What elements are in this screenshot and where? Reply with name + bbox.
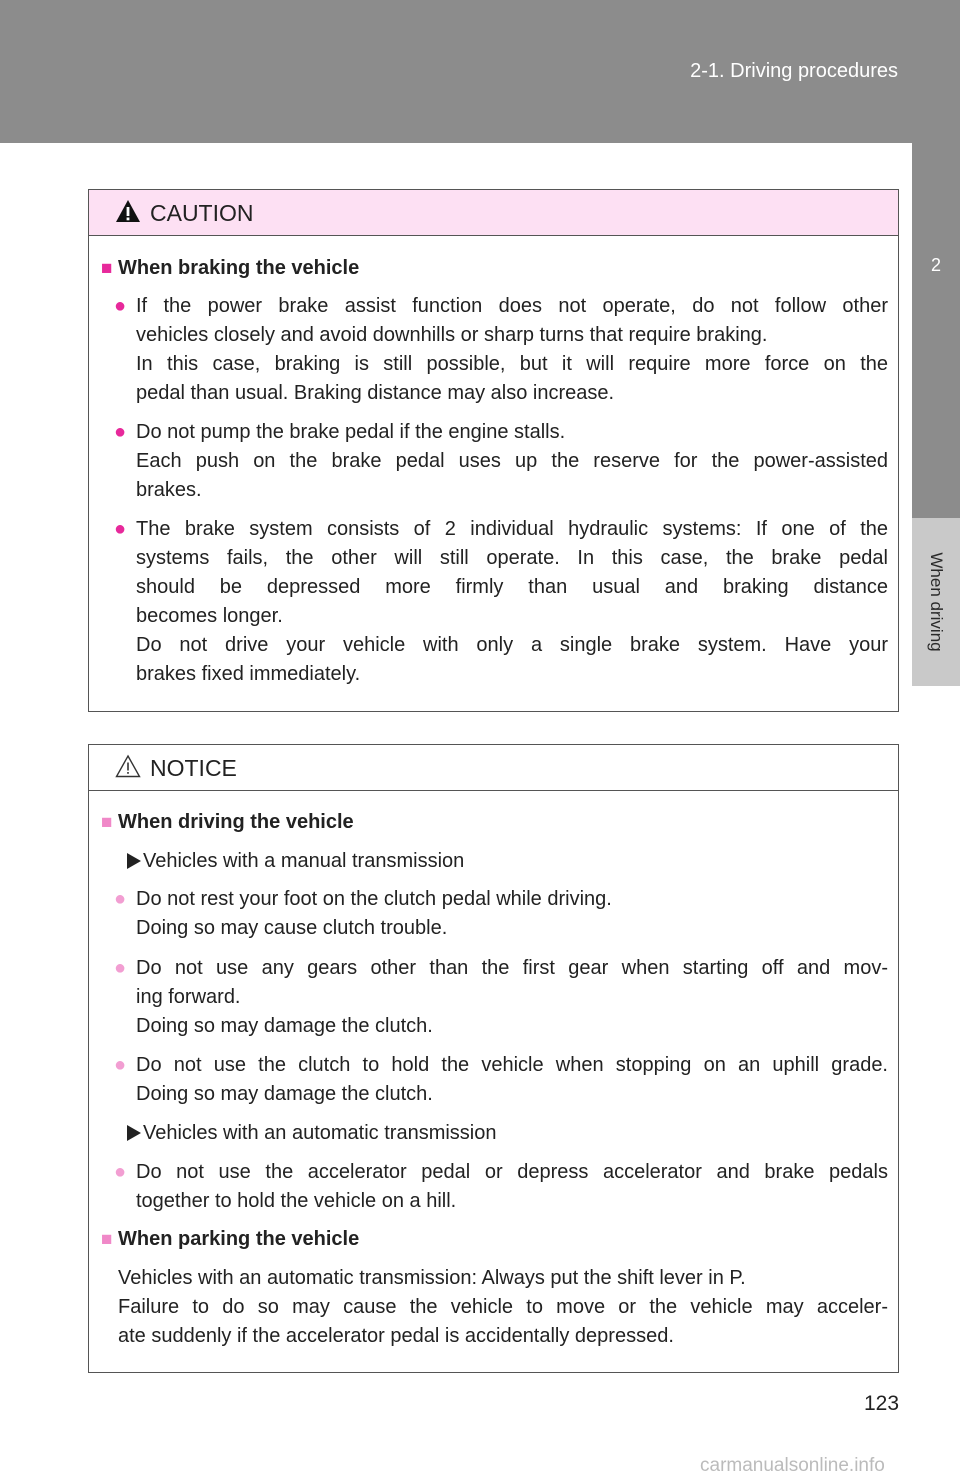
- chapter-tab: [912, 143, 960, 518]
- bullet-icon: ●: [114, 957, 127, 979]
- notice-line: Doing so may cause clutch trouble.: [136, 917, 448, 939]
- caution-line: brakes.: [136, 479, 202, 501]
- caution-line: pedal than usual. Braking distance may also increase.: [136, 382, 615, 404]
- caution-heading: ■ When braking the vehicle: [101, 257, 360, 279]
- arrow-right-icon: [127, 1125, 141, 1141]
- notice-heading-parking: ■ When parking the vehicle: [101, 1228, 360, 1250]
- caution-line: Each push on the brake pedal uses up the reserve for the power-assisted: [136, 450, 888, 472]
- notice-line: Failure to do so may cause the vehicle to move or the vehicle may acceler-: [118, 1296, 888, 1318]
- caution-line: systems fails, the other will still operate. In this case, the brake pedal: [136, 547, 888, 569]
- caution-line: vehicles closely and avoid downhills or sharp turns that require braking.: [136, 324, 768, 346]
- notice-line: Do not use any gears other than the first gear when starting off and mov-: [136, 957, 888, 979]
- notice-line: Do not use the clutch to hold the vehicle when stopping on an uphill grade.: [136, 1054, 888, 1076]
- warning-outline-icon: [115, 754, 141, 778]
- caution-line: brakes fixed immediately.: [136, 663, 361, 685]
- chapter-number: 2: [930, 255, 941, 275]
- caution-line: The brake system consists of 2 individual hydraulic systems: If one of the: [136, 518, 888, 540]
- caution-line: Do not pump the brake pedal if the engine stalls.: [136, 421, 566, 443]
- notice-title: NOTICE: [150, 755, 237, 781]
- page-header: [0, 0, 960, 143]
- notice-line: ate suddenly if the accelerator pedal is accidentally depressed.: [118, 1325, 674, 1347]
- caution-box: [88, 189, 899, 712]
- caution-line: If the power brake assist function does not operate, do not follow other: [136, 295, 888, 317]
- warning-icon: [115, 199, 141, 223]
- section-marker: ■: [101, 1229, 113, 1250]
- notice-line: Doing so may damage the clutch.: [136, 1015, 433, 1037]
- caution-line: Do not drive your vehicle with only a single brake system. Have your: [136, 634, 888, 656]
- bullet-icon: ●: [114, 518, 127, 540]
- caution-line: In this case, braking is still possible, but it will require more force on the: [136, 353, 888, 375]
- notice-line: Do not rest your foot on the clutch pedal while driving.: [136, 888, 612, 910]
- bullet-icon: ●: [114, 295, 127, 317]
- watermark: carmanualsonline.info: [700, 1455, 885, 1476]
- bullet-icon: ●: [114, 888, 127, 910]
- section-title: 2-1. Driving procedures: [690, 60, 898, 82]
- caution-header: [89, 190, 898, 236]
- page-number: 123: [864, 1392, 900, 1415]
- notice-line: ing forward.: [136, 986, 241, 1008]
- notice-line: Doing so may damage the clutch.: [136, 1083, 433, 1105]
- notice-box: [88, 744, 899, 1373]
- bullet-icon: ●: [114, 1161, 127, 1183]
- caution-line: becomes longer.: [136, 605, 283, 627]
- sub-heading-automatic: Vehicles with an automatic transmission: [127, 1119, 497, 1148]
- section-marker: ■: [101, 812, 113, 833]
- notice-line: Do not use the accelerator pedal or depress accelerator and brake pedals: [136, 1161, 888, 1183]
- section-marker: ■: [101, 258, 113, 279]
- caution-title: CAUTION: [150, 200, 254, 226]
- notice-heading-driving: ■ When driving the vehicle: [101, 811, 354, 833]
- arrow-right-icon: [127, 853, 141, 869]
- sub-heading-manual: Vehicles with a manual transmission: [127, 847, 464, 876]
- notice-line: Vehicles with an automatic transmission: Always put the shift lever in P.: [118, 1267, 746, 1289]
- bullet-icon: ●: [114, 421, 127, 443]
- notice-header: [89, 745, 898, 791]
- notice-line: together to hold the vehicle on a hill.: [136, 1190, 457, 1212]
- chapter-label: When driving: [927, 552, 946, 652]
- bullet-icon: ●: [114, 1054, 127, 1076]
- caution-line: should be depressed more firmly than usual and braking distance: [136, 576, 888, 598]
